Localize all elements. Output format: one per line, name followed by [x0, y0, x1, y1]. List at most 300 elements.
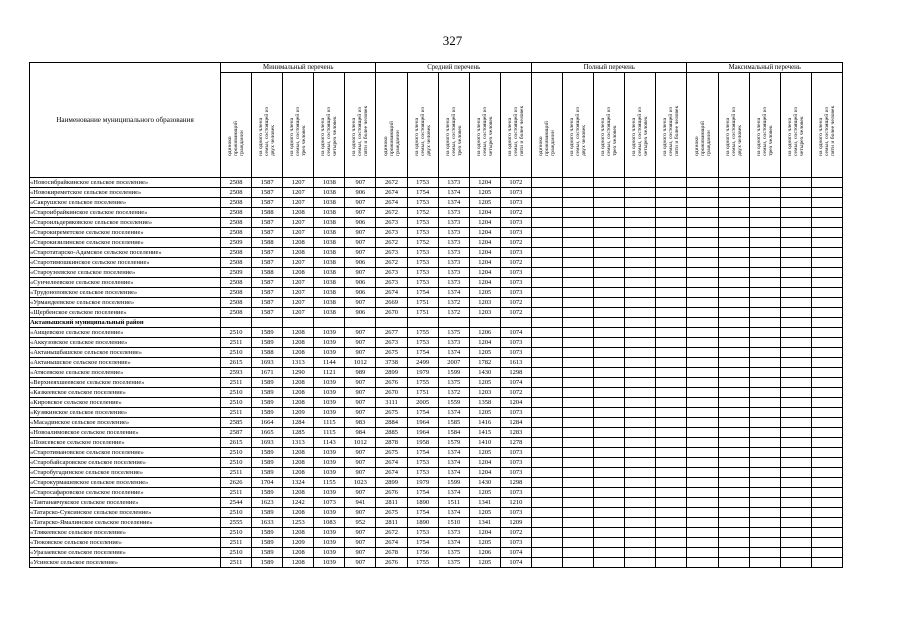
table-cell: 1209: [283, 538, 314, 548]
table-cell: 1374: [438, 488, 469, 498]
row-name: «Старокиреметское сельское поселение»: [30, 228, 221, 238]
table-cell: 2587: [221, 428, 252, 438]
table-cell: 1754: [407, 488, 438, 498]
table-cell: [656, 548, 687, 558]
table-cell: [625, 338, 656, 348]
table-cell: [563, 328, 594, 338]
table-cell: 1754: [407, 348, 438, 358]
table-cell: 907: [345, 558, 376, 568]
table-cell: 906: [345, 188, 376, 198]
table-cell: 2673: [376, 338, 407, 348]
row-name: «Трудоноповское сельское поселение»: [30, 288, 221, 298]
table-cell: 1204: [469, 208, 500, 218]
table-cell: 907: [345, 388, 376, 398]
table-cell: [780, 288, 811, 298]
table-cell: [780, 478, 811, 488]
table-cell: 1671: [252, 368, 283, 378]
table-cell: [531, 218, 562, 228]
table-cell: 1588: [252, 208, 283, 218]
table-cell: [718, 428, 749, 438]
table-cell: [469, 318, 500, 328]
table-cell: [749, 328, 780, 338]
subcolumn-header-text: на одного члена семьи, состоящей из четырех человек: [320, 106, 339, 156]
table-row: [30, 548, 843, 558]
table-cell: [780, 318, 811, 328]
subcolumn-header-text: на одного члена семьи, состоящей из двух человек: [258, 106, 277, 156]
table-cell: [780, 508, 811, 518]
table-cell: [531, 548, 562, 558]
table-cell: 1754: [407, 188, 438, 198]
table-cell: 2673: [376, 228, 407, 238]
table-cell: [811, 188, 842, 198]
table-cell: 2676: [376, 558, 407, 568]
table-cell: [749, 318, 780, 328]
table-cell: [687, 268, 718, 278]
table-cell: 1039: [314, 338, 345, 348]
subcolumn-header-text: на одного члена семьи, состоящей из двух человек: [724, 106, 743, 156]
table-cell: 1072: [500, 178, 531, 188]
table-cell: 1373: [438, 258, 469, 268]
table-cell: 1074: [500, 558, 531, 568]
table-cell: [563, 308, 594, 318]
table-cell: 1410: [469, 438, 500, 448]
table-cell: [780, 308, 811, 318]
table-cell: 1121: [314, 368, 345, 378]
table-cell: [749, 288, 780, 298]
table-cell: [563, 318, 594, 328]
table-cell: [811, 368, 842, 378]
table-cell: [656, 518, 687, 528]
table-cell: 1209: [283, 408, 314, 418]
table-cell: [811, 308, 842, 318]
subcolumn-header: [500, 73, 531, 178]
table-cell: [563, 378, 594, 388]
table-cell: 2511: [221, 488, 252, 498]
table-cell: [811, 438, 842, 448]
table-cell: 1204: [469, 458, 500, 468]
table-cell: [687, 278, 718, 288]
table-cell: [811, 458, 842, 468]
table-cell: 1207: [283, 178, 314, 188]
table-cell: 1039: [314, 538, 345, 548]
table-cell: 1208: [283, 468, 314, 478]
table-row: [30, 538, 843, 548]
table-cell: [718, 448, 749, 458]
table-cell: 1205: [469, 488, 500, 498]
row-name: «Староильдеряковское сельское поселение»: [30, 218, 221, 228]
table-cell: [749, 238, 780, 248]
table-cell: [718, 178, 749, 188]
table-cell: [563, 508, 594, 518]
table-cell: 907: [345, 378, 376, 388]
row-name: «Кузякинское сельское поселение»: [30, 408, 221, 418]
row-name: «Сакрушское сельское поселение»: [30, 198, 221, 208]
table-cell: [780, 238, 811, 248]
table-cell: [625, 498, 656, 508]
table-cell: 1341: [469, 498, 500, 508]
table-cell: [749, 538, 780, 548]
table-cell: [811, 518, 842, 528]
table-cell: [718, 238, 749, 248]
table-cell: [687, 418, 718, 428]
group-header-full: Полный перечень: [531, 63, 687, 73]
table-cell: 1074: [500, 378, 531, 388]
table-cell: [718, 368, 749, 378]
table-row: [30, 328, 843, 338]
table-cell: 1587: [252, 178, 283, 188]
table-cell: 1038: [314, 228, 345, 238]
table-cell: [811, 528, 842, 538]
table-cell: 1313: [283, 438, 314, 448]
table-cell: [594, 198, 625, 208]
table-cell: [749, 388, 780, 398]
table-cell: [625, 328, 656, 338]
subcolumn-header-text: на одного члена семьи, состоящей из трех человек: [600, 106, 619, 156]
subcolumn-header: [687, 73, 718, 178]
name-column-header: Наименование муниципального образования: [30, 63, 221, 178]
table-cell: [563, 478, 594, 488]
table-row: [30, 408, 843, 418]
table-cell: [687, 518, 718, 528]
table-cell: 1589: [252, 528, 283, 538]
subcolumn-header-text: на одного члена семьи, состоящей из пяти и более человек: [351, 105, 370, 156]
table-cell: 1208: [283, 338, 314, 348]
table-cell: 1208: [283, 488, 314, 498]
table-cell: [780, 258, 811, 268]
table-cell: 1207: [283, 288, 314, 298]
table-cell: [531, 288, 562, 298]
table-cell: 1374: [438, 408, 469, 418]
table-cell: 2676: [376, 488, 407, 498]
table-cell: [811, 278, 842, 288]
table-cell: 1206: [469, 548, 500, 558]
table-cell: [531, 378, 562, 388]
table-cell: [718, 388, 749, 398]
table-cell: [531, 418, 562, 428]
table-cell: 1204: [469, 268, 500, 278]
row-name: «Кировское сельское поселение»: [30, 398, 221, 408]
table-cell: [625, 468, 656, 478]
table-cell: 1373: [438, 218, 469, 228]
table-cell: 1587: [252, 188, 283, 198]
table-cell: 1753: [407, 278, 438, 288]
table-cell: [594, 248, 625, 258]
table-cell: 1752: [407, 238, 438, 248]
table-cell: 2511: [221, 538, 252, 548]
table-row: [30, 178, 843, 188]
table-row: [30, 418, 843, 428]
table-cell: [625, 378, 656, 388]
table-cell: 1012: [345, 438, 376, 448]
table-cell: 907: [345, 198, 376, 208]
table-cell: [687, 228, 718, 238]
subcolumn-header: [811, 73, 842, 178]
table-cell: [625, 368, 656, 378]
table-cell: [531, 338, 562, 348]
table-cell: [563, 288, 594, 298]
table-cell: [625, 548, 656, 558]
table-cell: [718, 408, 749, 418]
table-cell: 1023: [345, 478, 376, 488]
table-cell: 1208: [283, 558, 314, 568]
table-cell: [625, 188, 656, 198]
table-cell: [594, 348, 625, 358]
table-cell: 907: [345, 468, 376, 478]
table-cell: [594, 388, 625, 398]
table-cell: [718, 338, 749, 348]
subcolumn-header: [594, 73, 625, 178]
table-cell: 1039: [314, 398, 345, 408]
table-row: [30, 398, 843, 408]
table-cell: [780, 378, 811, 388]
table-cell: 1958: [407, 438, 438, 448]
table-cell: [531, 238, 562, 248]
table-cell: [718, 508, 749, 518]
table-cell: [780, 208, 811, 218]
table-cell: [811, 298, 842, 308]
table-cell: 1374: [438, 508, 469, 518]
table-cell: [718, 358, 749, 368]
table-cell: [314, 318, 345, 328]
subcolumn-header-text: одиноко проживающий гражданин: [226, 120, 246, 156]
table-cell: [625, 558, 656, 568]
table-cell: 1208: [283, 238, 314, 248]
table-cell: 1039: [314, 348, 345, 358]
row-name: «Сунчелеевское сельское поселение»: [30, 278, 221, 288]
table-cell: [749, 268, 780, 278]
table-cell: [780, 468, 811, 478]
table-row: [30, 348, 843, 358]
table-cell: 1204: [469, 338, 500, 348]
table-cell: [656, 398, 687, 408]
subcolumn-header: [252, 73, 283, 178]
row-name: «Старотимановское сельское поселение»: [30, 448, 221, 458]
table-cell: 1979: [407, 368, 438, 378]
table-cell: [531, 388, 562, 398]
table-cell: 1589: [252, 408, 283, 418]
table-cell: 1373: [438, 338, 469, 348]
table-cell: [780, 498, 811, 508]
table-cell: [687, 488, 718, 498]
table-cell: [625, 508, 656, 518]
table-cell: 1585: [438, 418, 469, 428]
table-row: [30, 558, 843, 568]
table-cell: [594, 488, 625, 498]
table-cell: 1375: [438, 548, 469, 558]
table-cell: [811, 398, 842, 408]
subcolumn-header-text: на одного члена семьи, состоящей из трех человек: [444, 106, 463, 156]
table-cell: [687, 188, 718, 198]
table-cell: [594, 468, 625, 478]
table-cell: [811, 208, 842, 218]
table-cell: 1204: [469, 238, 500, 248]
table-cell: 1754: [407, 408, 438, 418]
table-cell: 1283: [500, 428, 531, 438]
table-cell: 2510: [221, 458, 252, 468]
table-cell: [594, 448, 625, 458]
table-cell: [594, 318, 625, 328]
table-cell: 2508: [221, 258, 252, 268]
table-cell: [283, 318, 314, 328]
table-cell: 1589: [252, 338, 283, 348]
table-cell: [656, 258, 687, 268]
table-cell: [625, 418, 656, 428]
subcolumn-header: [283, 73, 314, 178]
subcolumn-header-text: на одного члена семьи, состоящей из четырех человек: [475, 106, 494, 156]
table-cell: [687, 178, 718, 188]
table-cell: 1374: [438, 288, 469, 298]
table-cell: 2007: [438, 358, 469, 368]
table-cell: 1039: [314, 508, 345, 518]
table-cell: 1207: [283, 308, 314, 318]
table-cell: [656, 538, 687, 548]
table-cell: [594, 428, 625, 438]
table-cell: 907: [345, 528, 376, 538]
subcolumn-header-text: на одного члена семьи, состоящей из двух человек: [413, 106, 432, 156]
table-cell: [656, 558, 687, 568]
table-cell: [749, 298, 780, 308]
table-cell: [749, 198, 780, 208]
table-cell: 1588: [252, 268, 283, 278]
table-cell: 1374: [438, 458, 469, 468]
table-cell: 1073: [500, 348, 531, 358]
table-cell: 2508: [221, 278, 252, 288]
table-cell: [749, 548, 780, 558]
table-cell: 1073: [500, 538, 531, 548]
table-cell: [687, 208, 718, 218]
table-cell: 1753: [407, 268, 438, 278]
row-name: «Старосафаровское сельское поселение»: [30, 488, 221, 498]
table-cell: 1205: [469, 198, 500, 208]
row-name: «Новоалимовское сельское поселение»: [30, 428, 221, 438]
table-cell: [811, 268, 842, 278]
row-name: «Старотимошкинское сельское поселение»: [30, 258, 221, 268]
table-cell: 1073: [500, 228, 531, 238]
table-cell: 2675: [376, 408, 407, 418]
table-cell: [594, 228, 625, 238]
table-cell: 1430: [469, 368, 500, 378]
table-cell: [625, 238, 656, 248]
table-cell: [563, 488, 594, 498]
table-cell: [718, 558, 749, 568]
table-cell: 1430: [469, 478, 500, 488]
table-cell: 1038: [314, 178, 345, 188]
table-cell: 2672: [376, 528, 407, 538]
table-cell: 1073: [500, 248, 531, 258]
table-cell: [563, 418, 594, 428]
table-cell: [749, 218, 780, 228]
table-cell: [656, 348, 687, 358]
table-cell: 1205: [469, 348, 500, 358]
table-cell: [563, 248, 594, 258]
table-cell: 1415: [469, 428, 500, 438]
table-cell: [687, 528, 718, 538]
table-cell: 2899: [376, 368, 407, 378]
table-cell: 2511: [221, 338, 252, 348]
table-cell: 1039: [314, 448, 345, 458]
table-cell: [749, 448, 780, 458]
table-cell: 1208: [283, 398, 314, 408]
row-name: «Аккузовское сельское поселение»: [30, 338, 221, 348]
table-cell: [718, 458, 749, 468]
table-header: [30, 63, 843, 178]
table-cell: [749, 528, 780, 538]
table-cell: [749, 258, 780, 268]
table-cell: [656, 508, 687, 518]
table-cell: [656, 238, 687, 248]
table-row: [30, 528, 843, 538]
table-cell: 1039: [314, 388, 345, 398]
table-cell: 1278: [500, 438, 531, 448]
table-cell: [687, 298, 718, 308]
table-cell: 1253: [283, 518, 314, 528]
table-cell: [780, 278, 811, 288]
table-cell: 1753: [407, 178, 438, 188]
table-cell: 1754: [407, 448, 438, 458]
table-cell: 1205: [469, 408, 500, 418]
table-row: [30, 448, 843, 458]
table-cell: [687, 468, 718, 478]
row-name: «Старотатарско-Адамское сельское поселение»: [30, 248, 221, 258]
row-name: «Тавтанавчукское сельское поселение»: [30, 498, 221, 508]
table-cell: 2510: [221, 398, 252, 408]
table-cell: 2508: [221, 208, 252, 218]
table-cell: [625, 258, 656, 268]
table-cell: 1038: [314, 308, 345, 318]
table-cell: 1753: [407, 458, 438, 468]
table-cell: 1039: [314, 328, 345, 338]
table-cell: 2676: [376, 378, 407, 388]
table-cell: [563, 428, 594, 438]
table-cell: [625, 348, 656, 358]
table-cell: 2509: [221, 238, 252, 248]
subcolumn-header-text: на одного члена семьи, состоящей из трех человек: [755, 106, 774, 156]
table-cell: 1072: [500, 528, 531, 538]
table-cell: [594, 298, 625, 308]
table-cell: [687, 258, 718, 268]
table-cell: 1038: [314, 248, 345, 258]
table-cell: 1372: [438, 298, 469, 308]
table-cell: 1589: [252, 388, 283, 398]
table-cell: [563, 218, 594, 228]
table-cell: 907: [345, 298, 376, 308]
subcolumn-header-text: на одного члена семьи, состоящей из четырех человек: [786, 106, 805, 156]
subcolumn-header: [221, 73, 252, 178]
table-row: [30, 268, 843, 278]
table-cell: [656, 488, 687, 498]
table-row: [30, 458, 843, 468]
table-cell: [749, 368, 780, 378]
subcolumn-header: [780, 73, 811, 178]
table-cell: [780, 188, 811, 198]
table-cell: [687, 498, 718, 508]
table-row: [30, 208, 843, 218]
table-cell: [594, 288, 625, 298]
table-cell: [625, 538, 656, 548]
table-cell: 1038: [314, 258, 345, 268]
table-cell: [563, 448, 594, 458]
table-cell: 2508: [221, 198, 252, 208]
table-cell: [531, 188, 562, 198]
table-cell: [780, 518, 811, 528]
table-cell: [780, 248, 811, 258]
table-cell: 1559: [438, 398, 469, 408]
table-cell: [531, 558, 562, 568]
table-cell: [687, 338, 718, 348]
table-cell: [531, 408, 562, 418]
row-name: «Новокиреметское сельское поселение»: [30, 188, 221, 198]
table-cell: 2672: [376, 208, 407, 218]
